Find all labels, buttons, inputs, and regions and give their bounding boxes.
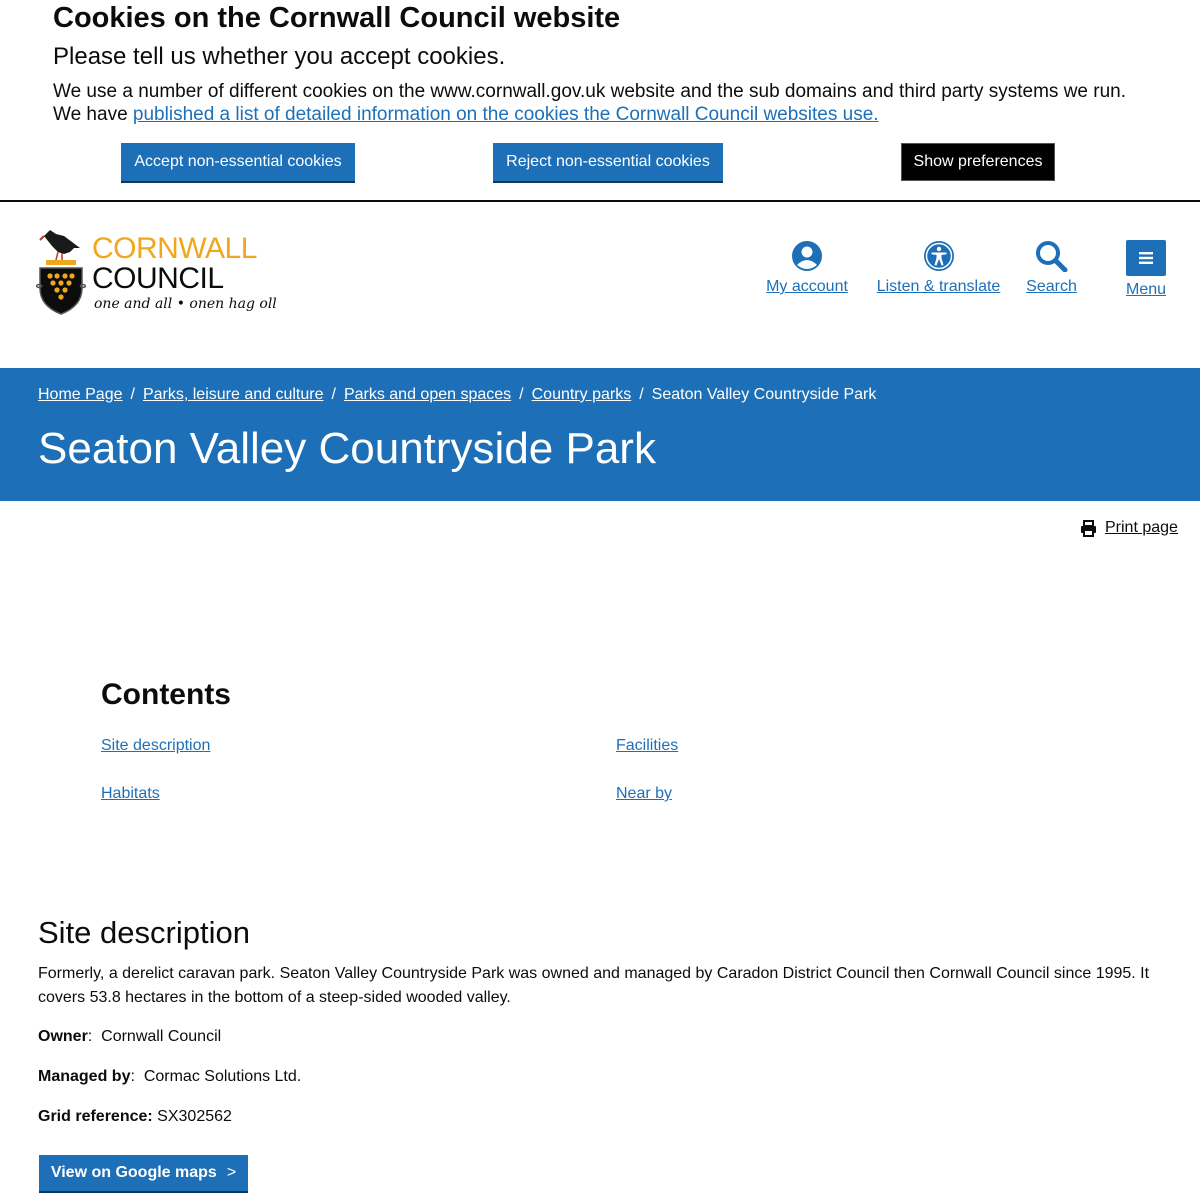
site-description-paragraph: Formerly, a derelict caravan park. Seaton Valley Countryside Park was owned and managed by Caradon District Council then Cornwall Council since 1995. It covers 53.8 hectares in the bottom of a steep-sided wooded valley.: [38, 965, 1150, 1006]
print-page-link[interactable]: [1080, 519, 1178, 537]
accessibility-icon: [923, 240, 955, 272]
menu-button[interactable]: [1124, 240, 1168, 299]
breadcrumb-home[interactable]: Home Page: [38, 386, 123, 403]
cookie-banner-text: [53, 80, 1173, 126]
cookie-info-link[interactable]: published a list of detailed information on the cookies the Cornwall Council websites use.: [132, 104, 879, 125]
menu-label: Menu: [1125, 281, 1167, 298]
breadcrumb-country-parks[interactable]: Country parks: [531, 386, 632, 403]
managed-by-value: Cormac Solutions Ltd.: [143, 1068, 302, 1085]
owner-row: Owner: Cornwall Council: [38, 1028, 222, 1045]
hamburger-icon: [1138, 251, 1154, 265]
page-title: Seaton Valley Countryside Park: [38, 424, 656, 473]
grid-reference-row: [38, 1108, 232, 1126]
logo-motto: one and all • onen hag oll: [94, 296, 277, 312]
managed-by-row: Managed by: Cormac Solutions Ltd.: [38, 1068, 302, 1085]
contents-link-habitats[interactable]: Habitats: [101, 785, 160, 802]
crest-icon: [36, 226, 86, 318]
printer-icon: [1080, 520, 1097, 537]
cookie-text-prefix: We have: [53, 104, 133, 125]
page-title-band: [0, 368, 1200, 501]
site-description-heading: Site description: [38, 915, 250, 950]
breadcrumb-separator: /: [331, 386, 336, 403]
user-icon: [791, 240, 823, 272]
contents-link-near-by[interactable]: Near by: [616, 785, 673, 802]
cornwall-council-logo[interactable]: [36, 226, 276, 321]
accept-cookies-button[interactable]: Accept non-essential cookies: [121, 143, 355, 181]
breadcrumb-parks-open-spaces[interactable]: Parks and open spaces: [343, 386, 512, 403]
contents-heading: Contents: [101, 678, 231, 711]
listen-translate-label: Listen & translate: [876, 278, 1001, 295]
menu-box: [1126, 240, 1166, 276]
cookie-banner: [0, 0, 1200, 202]
breadcrumb-separator: /: [130, 386, 135, 403]
logo-word-council: COUNCIL: [92, 262, 224, 295]
contents-link-site-description[interactable]: Site description: [101, 737, 211, 754]
search-icon: [1035, 240, 1069, 272]
owner-label: Owner: [38, 1028, 88, 1045]
contents-link-facilities[interactable]: Facilities: [616, 737, 679, 754]
show-preferences-button[interactable]: Show preferences: [901, 143, 1055, 181]
breadcrumb: [38, 386, 876, 404]
cookie-banner-subtitle: Please tell us whether you accept cookies.: [53, 43, 506, 70]
search-link[interactable]: [1026, 240, 1077, 296]
my-account-label: My account: [766, 278, 848, 295]
my-account-link[interactable]: [766, 240, 848, 296]
breadcrumb-current: Seaton Valley Countryside Park: [651, 386, 877, 403]
breadcrumb-parks-leisure-culture[interactable]: Parks, leisure and culture: [142, 386, 324, 403]
listen-translate-link[interactable]: [876, 240, 1001, 296]
owner-value: Cornwall Council: [101, 1028, 222, 1045]
breadcrumb-separator: /: [519, 386, 524, 403]
managed-by-label: Managed by: [38, 1068, 131, 1085]
cookie-banner-title: Cookies on the Cornwall Council website: [53, 2, 621, 34]
logo-word-cornwall: CORNWALL: [92, 232, 257, 265]
view-google-maps-label: View on Google maps: [50, 1164, 217, 1181]
grid-reference-value: SX302562: [157, 1108, 232, 1125]
breadcrumb-separator: /: [639, 386, 644, 403]
reject-cookies-button[interactable]: Reject non-essential cookies: [493, 143, 723, 181]
print-page-label: Print page: [1105, 519, 1178, 536]
site-header: [0, 204, 1200, 368]
grid-reference-label: Grid reference:: [38, 1108, 153, 1125]
view-google-maps-button[interactable]: [39, 1155, 248, 1191]
chevron-right-icon: >: [226, 1164, 237, 1181]
search-label: Search: [1026, 278, 1077, 295]
cookie-text-line1: We use a number of different cookies on the www.cornwall.gov.uk website and the sub domains and third party systems we run.: [53, 81, 1126, 102]
